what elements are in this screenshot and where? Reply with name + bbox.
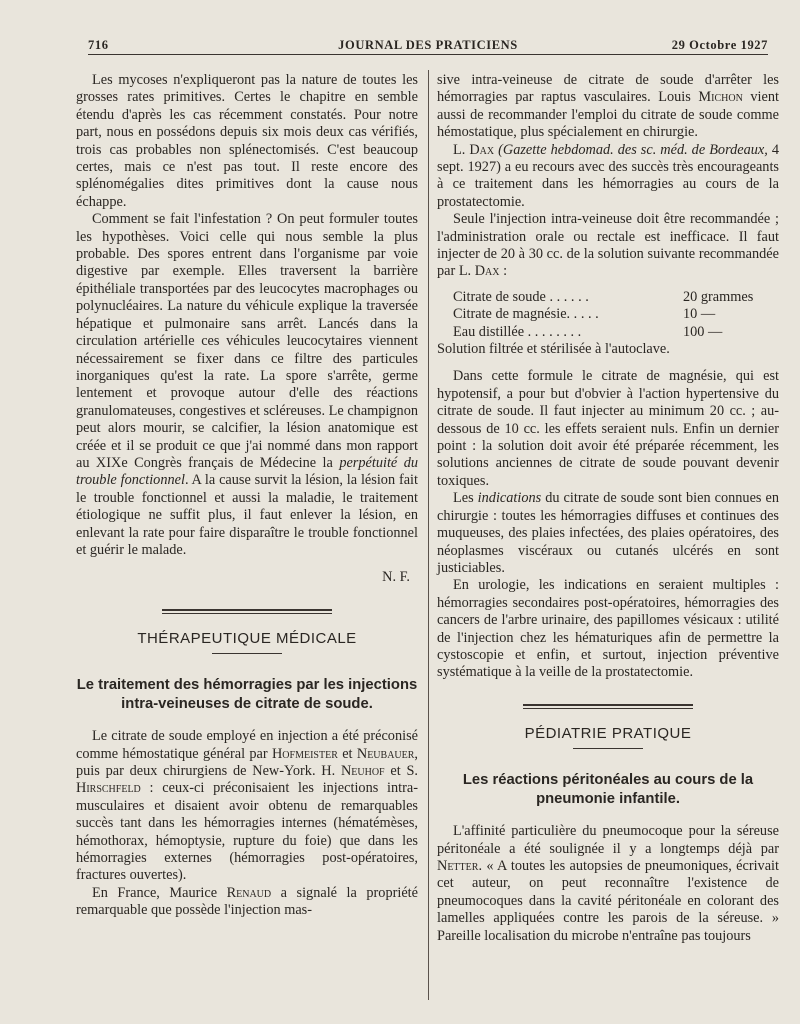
paragraph: Le citrate de soude employé en injection a été préconisé comme hémostatique général par Hofmeister et Neubauer, puis par deux chirurgiens de New-York. H. Neuhof et S. Hirschfeld : ceux-ci préconisaient les injections intra-musculaires et disaient avoir obtenu de remarquables succès tant dans les hémorragies internes (hématémèses, hémothorax, hémoptysie, rupture du foie) que dans les hémorragies externes (hémorragies post-opératoires, fractures ouvertes). [76, 728, 418, 884]
left-column [76, 72, 418, 1006]
page-number: 716 [88, 38, 109, 52]
paragraph: En France, Maurice Renaud a signalé la propriété remarquable que possède l'injection mas- [76, 884, 418, 919]
recipe-row [453, 289, 779, 306]
paragraph: Seule l'injection intra-veineuse doit être recommandée ; l'administration orale ou rectale est inefficace. Il faut injecter de 20 à 30 cc. de la solution suivante recommandée par L. Dax : [437, 211, 779, 280]
issue-date: 29 Octobre 1927 [671, 38, 768, 52]
recipe-row [453, 306, 779, 323]
section-title: PÉDIATRIE PRATIQUE [524, 724, 692, 742]
article-title: Le traitement des hémorragies par les injections intra-veineuses de citrate de soude. [76, 677, 418, 713]
signature: N. F. [382, 569, 410, 586]
journal-title: JOURNAL DES PRATICIENS [338, 38, 518, 52]
column-divider [428, 70, 429, 1000]
recipe-table [453, 289, 779, 341]
right-column [437, 72, 779, 1006]
article-title: Les réactions péritonéales au cours de la pneumonie infantile. [462, 772, 754, 808]
ingredient: Citrate de magnésie. . . . . [453, 306, 599, 323]
paragraph: sive intra-veineuse de citrate de soude d'arrêter les hémorragies par raptus vasculaires. Louis Michon vient aussi de recommander l'emploi du citrate de soude comme hémostatique, plus spécialement en chirurgie. [437, 72, 779, 141]
paragraph: Dans cette formule le citrate de magnésie, qui est hypotensif, a pour but d'obvier à l'action hypertensive du citrate de soude. Il faut injecter au minimum 20 cc. ; au-dessous de 10 cc. les effets seraient nuls. Enfin un dernier point : la solution doit avoir été préparée récemment, les solutions anciennes de citrate de soude pouvant devenir toxiques. [437, 368, 779, 489]
ingredient: Eau distillée . . . . . . . . [453, 323, 582, 340]
quantity: 20 grammes [683, 288, 754, 305]
recipe-note: Solution filtrée et stérilisée à l'autoclave. [437, 341, 670, 358]
recipe-row [453, 324, 779, 341]
paragraph: L'affinité particulière du pneumocoque pour la séreuse péritonéale a été soulignée il y a longtemps déjà par Netter. « A toutes les autopsies de pneumoniques, écrivait cet auteur, on peut reconnaître l'existence de pneumocoques dans la cavité péritonéale en colorant des lamelles appliquées contre les parois de la séreuse. » Pareille localisation du microbe n'entraîne pas toujours [437, 823, 779, 944]
section-title: THÉRAPEUTIQUE MÉDICALE [137, 629, 357, 647]
paragraph: Les mycoses n'expliqueront pas la nature de toutes les grosses rates primitives. Certes le chapitre en semble étendu d'après les cas récemment constatés. Pour notre part, nous en possédons depuis six mois deux cas vérifiés, trois cas probables non splénectomisés. C'est beaucoup certes, mais ce n'est pas tout. Il reste encore des splénomégalies dites primitives dont la cause nous échappe. [76, 72, 418, 210]
paragraph: L. Dax (Gazette hebdomad. des sc. méd. de Bordeaux, 4 sept. 1927) a eu recours avec des succès très encourageants à ce traitement dans les hémorragies au cours de la prostatectomie. [437, 141, 779, 210]
paragraph: En urologie, les indications en seraient multiples : hémorragies secondaires post-opératoires, hémorragies des cancers de l'arbre urinaire, des papillomes vésicaux : utilité de l'injection chez les hématuriques afin de permettre la cystoscopie et enfin, et surtout, injection préventive systématique à la veille de la prostatectomie. [437, 577, 779, 681]
section-divider [523, 704, 693, 709]
quantity: 100 — [683, 323, 723, 340]
paragraph: Les indications du citrate de soude sont bien connues en chirurgie : toutes les hémorragies diffuses et continues des muqueuses, des plaies infectées, des plaies opératoires, des néoplasmes viscéraux ou cutanés ulcérés en sont justiciables. [437, 490, 780, 576]
ingredient: Citrate de soude . . . . . . [453, 288, 589, 305]
quantity: 10 — [683, 306, 716, 323]
title-underline [573, 748, 643, 749]
paragraph: Comment se fait l'infestation ? On peut formuler toutes les hypothèses. Voici celle qui nous semble la plus probable. Des spores entrent dans l'organisme par voie digestive par exemple. Elles traversent la barrière épithéliale transportées par des leucocytes macrophages ou polynucléaires. La nature du véhicule explique la traversée hépatique et pulmonaire sans arrêt. Lancés dans la circulation artérielle ces véhicules leucocytaires viennent nécessairement se fixer dans ce filtre des particules inorganiques qu'est la rate. La spore s'arrête, germe lentement et provoque autour d'elle des réactions granulomateuses, congestives et scléreuses. Le champignon peut alors mourir, se calcifier, la lésion anatomique est créée et il se produit ce que j'ai nommé dans mon rapport au XIXe Congrès français de Médecine la perpétuité du trouble fonctionnel. A la cause survit la lésion, la lésion fait le trouble fonctionnel et aussi la maladie, le traitement étiologique ne suffit plus, il faut enlever la lésion, en enlevant la rate pour faire disparaître le trouble fonctionnel et guérir le malade. [76, 211, 418, 558]
page-header [88, 30, 768, 55]
title-underline [212, 653, 282, 654]
section-divider [162, 609, 332, 614]
